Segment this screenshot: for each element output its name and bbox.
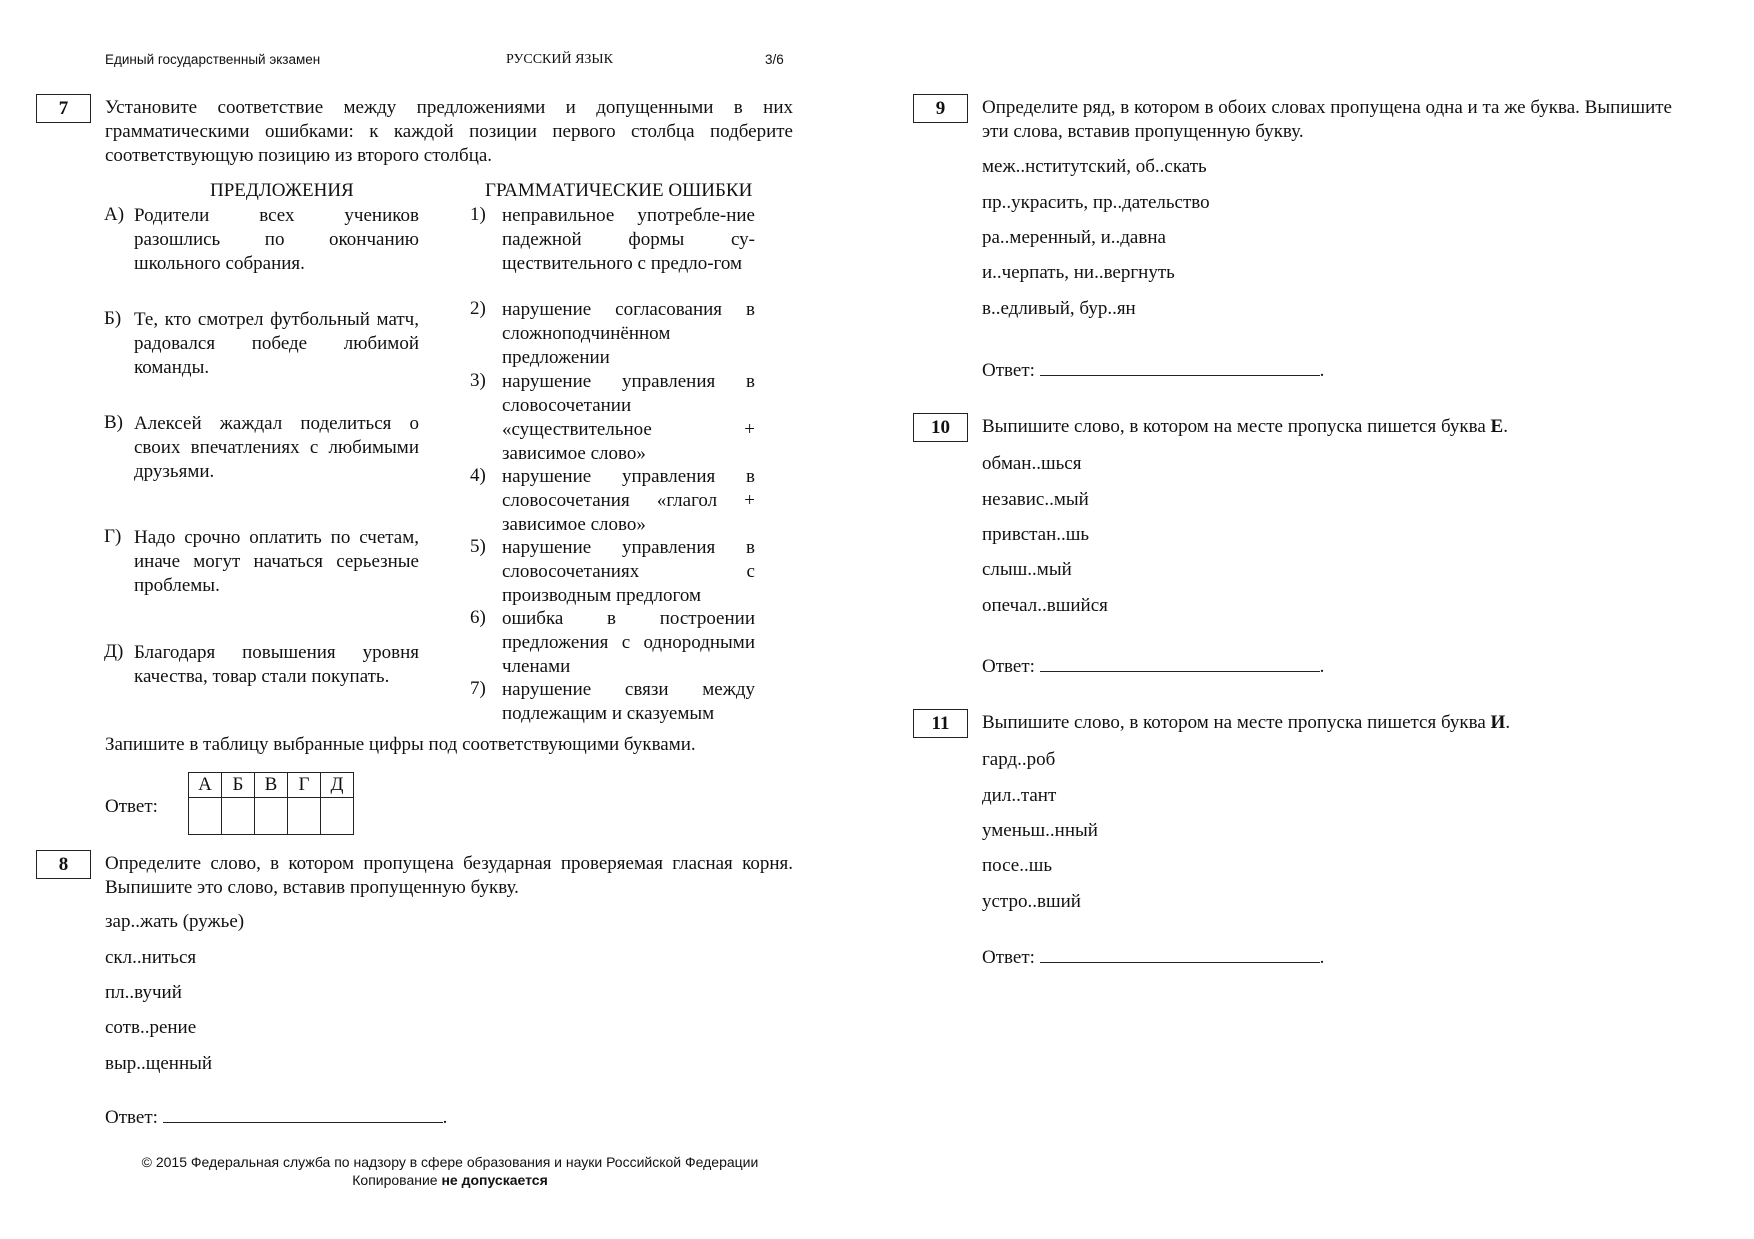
option: привстан..шь	[982, 524, 1090, 545]
option: дил..тант	[982, 785, 1057, 806]
option: сотв..рение	[105, 1017, 197, 1038]
option: пл..вучий	[105, 982, 182, 1003]
sentence-b	[104, 308, 419, 380]
error-text: нарушение управления в словосочетаниях с производным предлогом	[502, 537, 755, 606]
answer-cell[interactable]	[321, 798, 354, 835]
option: и..черпать, ни..вергнуть	[982, 262, 1175, 283]
table-header-cell: В	[255, 773, 288, 798]
answer-label: Ответ:	[105, 1107, 158, 1128]
error-text: нарушение управления в словосочетании «существительное + зависимое слово»	[502, 371, 755, 464]
answer-label: Ответ:	[105, 796, 158, 817]
answer-label: Ответ:	[982, 656, 1035, 677]
option: пр..украсить, пр..дательство	[982, 192, 1210, 213]
answer-line[interactable]	[1040, 653, 1320, 672]
question-10-text: Выпишите слово, в котором на месте пропуска пишется буква Е.	[982, 416, 1508, 437]
question-8-number: 8	[36, 850, 91, 879]
option: опечал..вшийся	[982, 595, 1108, 616]
option: независ..мый	[982, 489, 1089, 510]
answer-cell[interactable]	[255, 798, 288, 835]
error-number: 3)	[470, 370, 486, 391]
sentence-text: Алексей жаждал поделиться о своих впечатлениях с любимыми друзьями.	[134, 413, 419, 482]
sentence-label: Б)	[104, 308, 122, 329]
copy-notice	[0, 1171, 900, 1189]
option: в..едливый, бур..ян	[982, 298, 1136, 319]
question-9-number: 9	[913, 94, 968, 123]
question-11-options	[982, 748, 1482, 928]
answer-row: Ответ: .	[982, 357, 1324, 382]
copy-bold: не допускается	[441, 1172, 548, 1188]
error-3	[470, 370, 755, 466]
error-7	[470, 678, 755, 726]
copyright: © 2015 Федеральная служба по надзору в сфере образования и науки Российской Федерации	[141, 1154, 759, 1170]
copy-prefix: Копирование	[352, 1172, 442, 1188]
error-text: нарушение управления в словосочетания «глагол + зависимое слово»	[502, 466, 755, 535]
option: обман..шься	[982, 453, 1082, 474]
error-number: 1)	[470, 204, 486, 225]
table-header-cell: Б	[222, 773, 255, 798]
sentence-text: Благодаря повышения уровня качества, товар стали покупать.	[134, 642, 419, 687]
question-7-text: Установите соответствие между предложениями и допущенными в них грамматическими ошибками: к каждой позиции первого столбца подберите соответствующую позицию из второго столбца.	[105, 97, 793, 166]
question-10-options	[982, 452, 1482, 632]
errors-column-title: ГРАММАТИЧЕСКИЕ ОШИБКИ	[485, 180, 753, 201]
subject-name: РУССКИЙ ЯЗЫК	[506, 52, 613, 67]
question-11-number: 11	[913, 709, 968, 738]
sentence-text: Надо срочно оплатить по счетам, иначе могут начаться серьезные проблемы.	[134, 527, 419, 596]
sentence-c	[104, 412, 419, 484]
answer-label: Ответ:	[982, 360, 1035, 381]
sentence-d	[104, 526, 419, 598]
answer-line[interactable]	[1040, 944, 1320, 963]
error-4	[470, 465, 755, 537]
error-6	[470, 607, 755, 679]
page-number: 3/6	[765, 52, 784, 67]
error-5	[470, 536, 755, 608]
question-7-number: 7	[36, 94, 91, 123]
error-number: 4)	[470, 465, 486, 486]
target-letter: Е	[1490, 416, 1504, 437]
error-text: нарушение связи между подлежащим и сказуемым	[502, 679, 755, 724]
error-text: ошибка в построении предложения с однородными членами	[502, 608, 755, 677]
sentence-label: В)	[104, 412, 123, 433]
question-8-text: Определите слово, в котором пропущена безударная проверяемая гласная корня. Выпишите это слово, вставив пропущенную букву.	[105, 853, 793, 898]
question-text: Выпишите слово, в котором на месте пропуска пишется буква	[982, 416, 1491, 437]
answer-line[interactable]	[163, 1104, 443, 1123]
option: выр..щенный	[105, 1053, 213, 1074]
sentence-label: А)	[104, 204, 125, 225]
answer-cell[interactable]	[222, 798, 255, 835]
footer	[0, 1153, 900, 1189]
error-number: 7)	[470, 678, 486, 699]
sentence-a	[104, 204, 419, 276]
answer-cell[interactable]	[189, 798, 222, 835]
error-number: 5)	[470, 536, 486, 557]
error-number: 2)	[470, 298, 486, 319]
option: слыш..мый	[982, 559, 1072, 580]
error-number: 6)	[470, 607, 486, 628]
answer-line[interactable]	[1040, 357, 1320, 376]
table-header-cell: Д	[321, 773, 354, 798]
answer-row: Ответ: .	[982, 944, 1324, 969]
error-1	[470, 204, 755, 276]
question-9-text: Определите ряд, в котором в обоих словах пропущена одна и та же буква. Выпишите эти слова, вставив пропущенную букву.	[982, 97, 1672, 142]
question-9-options	[982, 155, 1482, 335]
answer-row: Ответ: .	[982, 653, 1324, 678]
option: меж..нститутский, об..скать	[982, 156, 1207, 177]
option: скл..ниться	[105, 947, 197, 968]
error-text: неправильное употребле-ние падежной формы су-ществительного с предло-гом	[502, 205, 755, 274]
question-text: Выпишите слово, в котором на месте пропуска пишется буква	[982, 712, 1491, 733]
table-instruction: Запишите в таблицу выбранные цифры под соответствующими буквами.	[105, 734, 696, 755]
option: ра..меренный, и..давна	[982, 227, 1166, 248]
table-header-cell: А	[189, 773, 222, 798]
error-text: нарушение согласования в сложноподчинённом предложении	[502, 299, 755, 368]
option: гард..роб	[982, 749, 1056, 770]
option: устро..вший	[982, 891, 1081, 912]
sentence-e	[104, 641, 419, 689]
option: посе..шь	[982, 855, 1053, 876]
answer-table	[188, 772, 354, 835]
error-2	[470, 298, 755, 370]
option: уменьш..нный	[982, 820, 1098, 841]
question-11-text: Выпишите слово, в котором на месте пропуска пишется буква И.	[982, 712, 1511, 733]
answer-label: Ответ:	[982, 947, 1035, 968]
target-letter: И	[1490, 712, 1506, 733]
question-8-options	[105, 910, 505, 1090]
question-10-number: 10	[913, 413, 968, 442]
table-header-cell: Г	[288, 773, 321, 798]
exam-name: Единый государственный экзамен	[105, 52, 321, 67]
sentence-label: Д)	[104, 641, 124, 662]
answer-cell[interactable]	[288, 798, 321, 835]
sentences-column-title: ПРЕДЛОЖЕНИЯ	[210, 180, 354, 201]
sentence-label: Г)	[104, 526, 122, 547]
option: зар..жать (ружье)	[105, 911, 245, 932]
answer-row: Ответ: .	[105, 1104, 447, 1129]
sentence-text: Те, кто смотрел футбольный матч, радовался победе любимой команды.	[134, 309, 419, 378]
sentence-text: Родители всех учеников разошлись по окончанию школьного собрания.	[134, 205, 419, 274]
